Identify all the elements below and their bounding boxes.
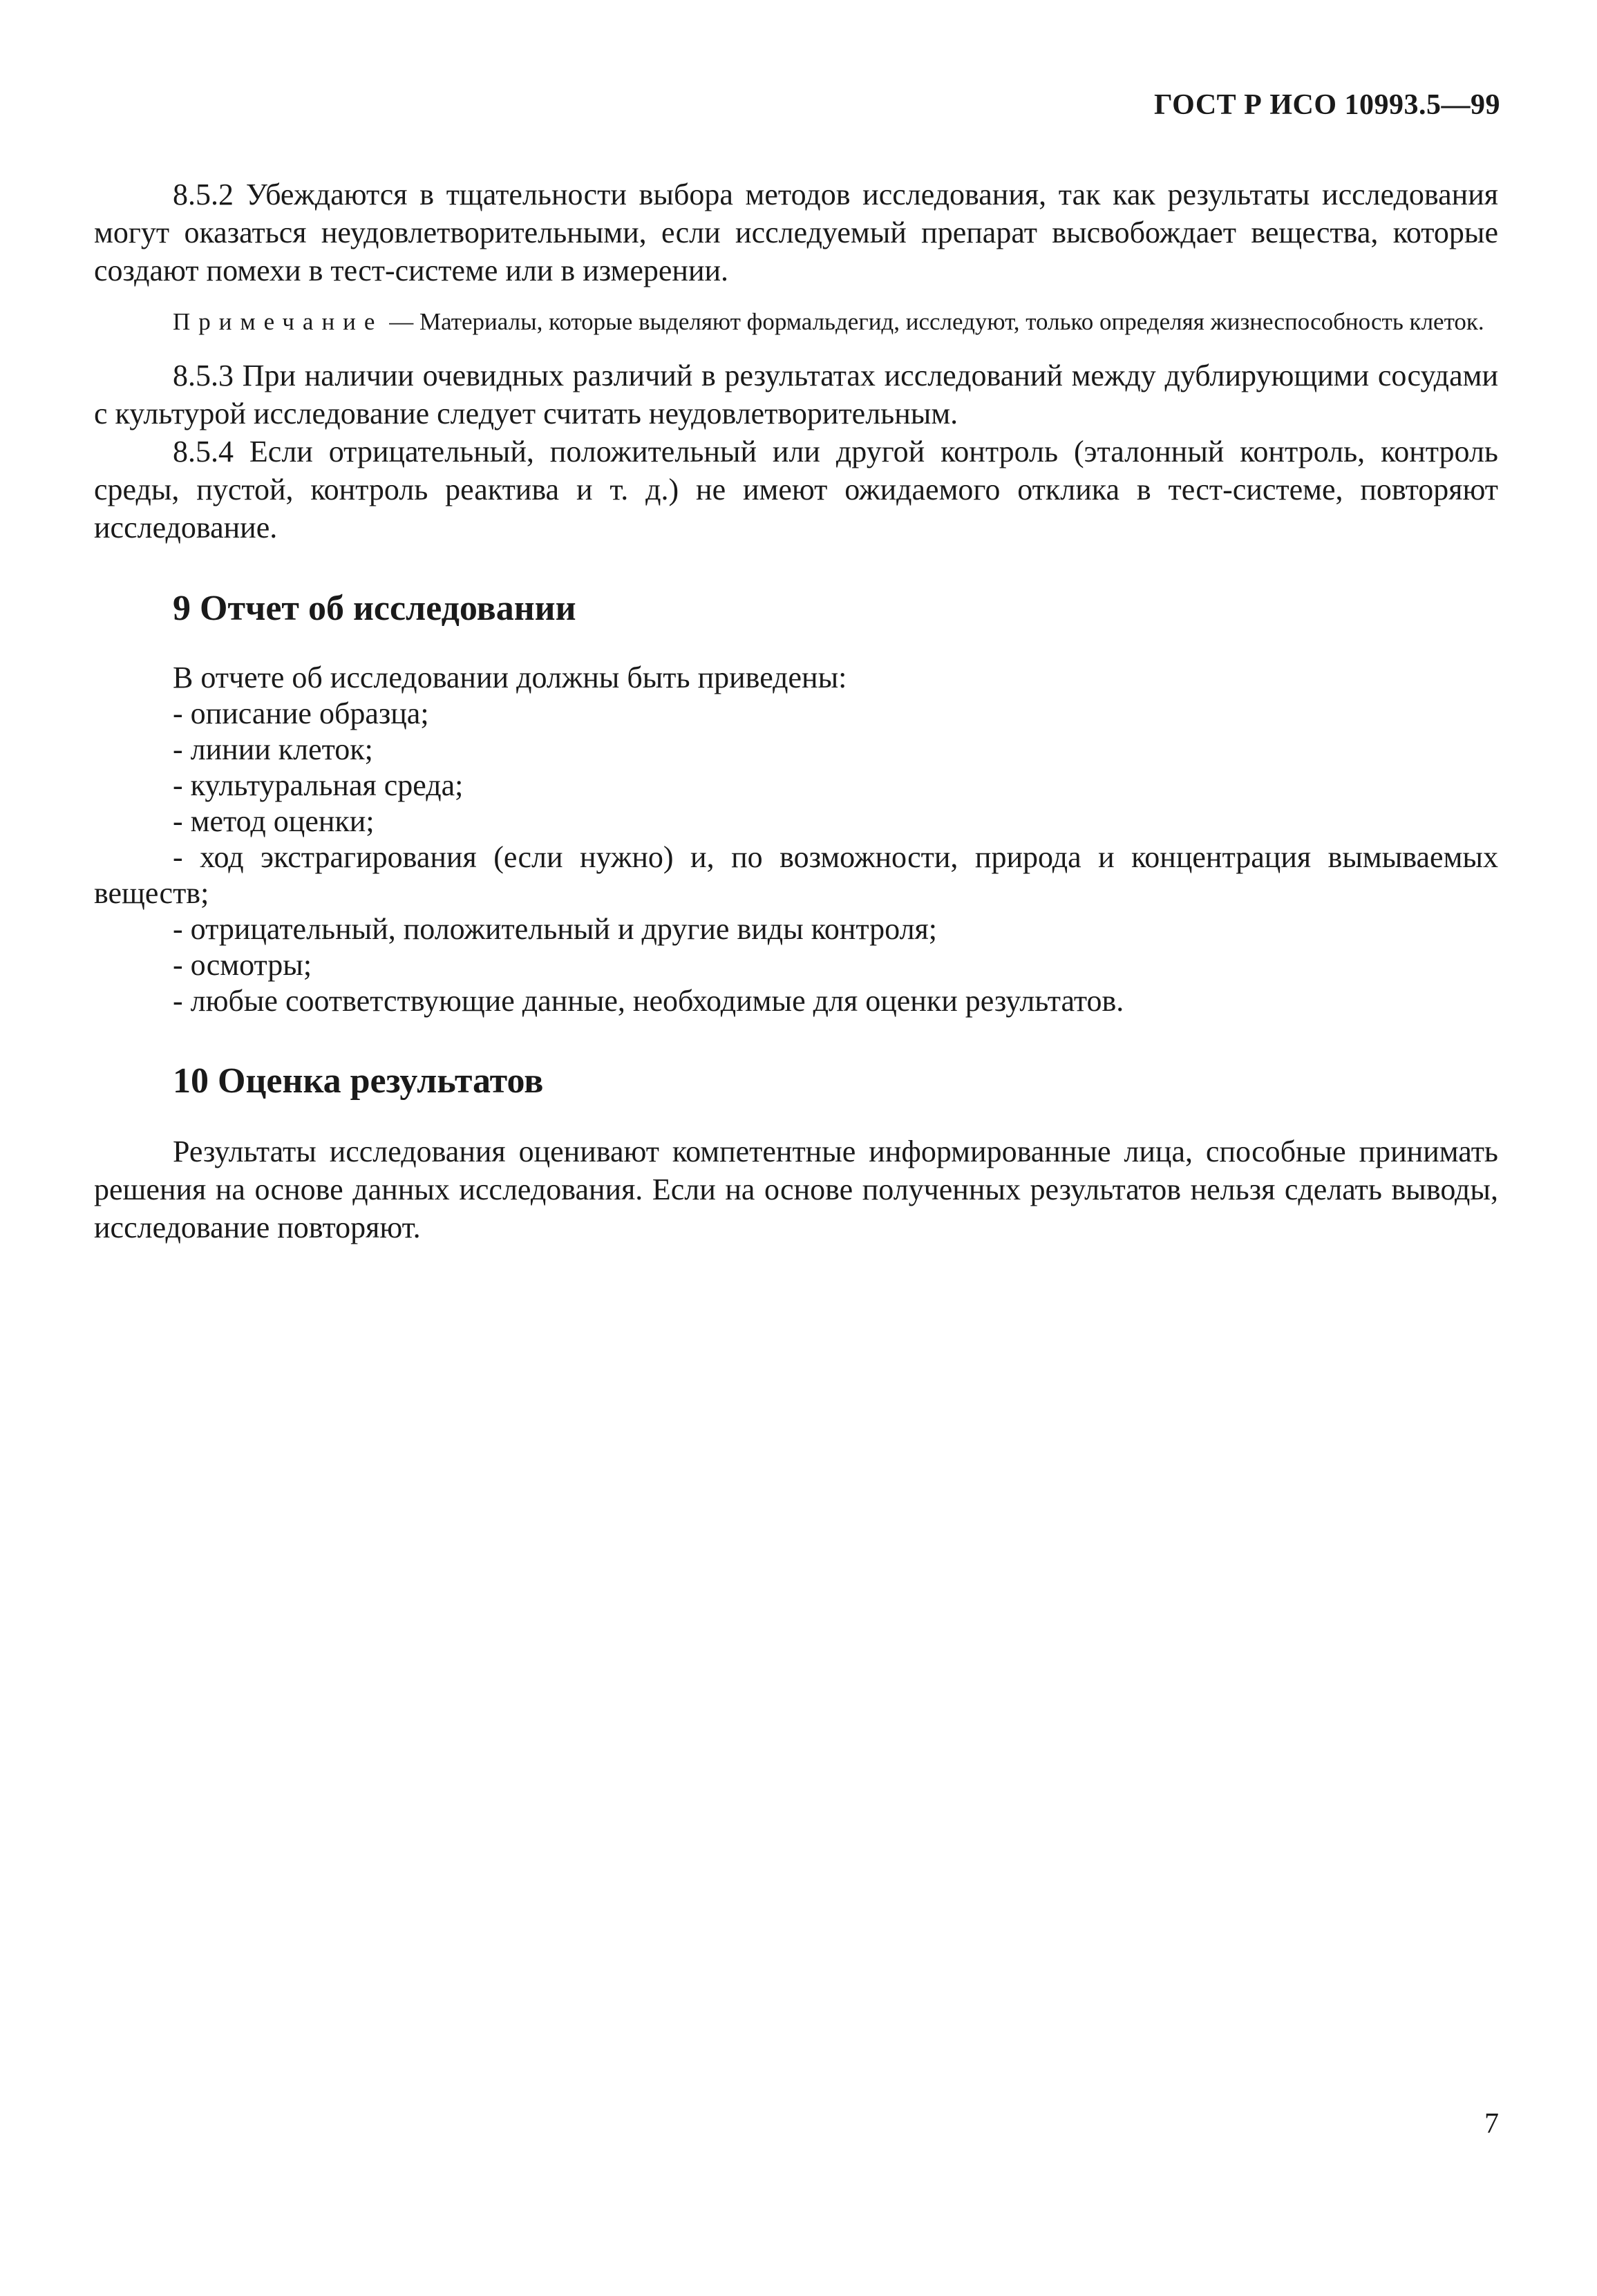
section-10-paragraph: Результаты исследования оценивают компетентные информированные лица, способные принимать решения на основе данных исследования. Если на основе полученных результатов нельзя сделать выводы, исследование повторяют. [94, 1135, 1498, 1244]
list-item: - осмотры; [173, 948, 312, 982]
note-lead: Примечание [173, 308, 384, 335]
list-item: - линии клеток; [173, 732, 373, 766]
list-item: - культуральная среда; [173, 768, 464, 802]
paragraph-8-5-2: 8.5.2 Убеждаются в тщательности выбора методов исследования, так как результаты исследования могут оказаться неудовлетворительными, если исследуемый препарат высвобождает вещества, которые создают помехи в тест-системе или в измерении. [94, 178, 1498, 287]
section-10-heading: 10 Оценка результатов [173, 1061, 544, 1101]
paragraph-8-5-3: 8.5.3 При наличии очевидных различий в результатах исследований между дублирующими сосудами с культурой исследование следует считать неудовлетворительным. [94, 359, 1498, 430]
note-text: — Материалы, которые выделяют формальдегид, исследуют, только определяя жизнеспособность клеток. [383, 308, 1484, 335]
paragraph-8-5-4: 8.5.4 Если отрицательный, положительный или другой контроль (эталонный контроль, контроль среды, пустой, контроль реактива и т. д.) не имеют ожидаемого отклика в тест-системе, повторяют исследование. [94, 435, 1498, 544]
page-number: 7 [1484, 2108, 1499, 2140]
report-items-list [94, 696, 1498, 1019]
document-code-header: ГОСТ Р ИСО 10993.5—99 [1153, 89, 1500, 121]
section-9-heading: 9 Отчет об исследовании [173, 589, 576, 628]
section-9-intro: В отчете об исследовании должны быть приведены: [173, 661, 847, 694]
list-item: - описание образца; [173, 696, 429, 730]
list-item: - любые соответствующие данные, необходимые для оценки результатов. [173, 984, 1124, 1018]
list-item: - отрицательный, положительный и другие виды контроля; [173, 912, 938, 946]
list-item: - ход экстрагирования (если нужно) и, по возможности, природа и концентрация вымываемых веществ; [94, 840, 1498, 910]
note [94, 305, 1498, 339]
list-item: - метод оценки; [173, 804, 375, 838]
page-content [94, 175, 1498, 1246]
